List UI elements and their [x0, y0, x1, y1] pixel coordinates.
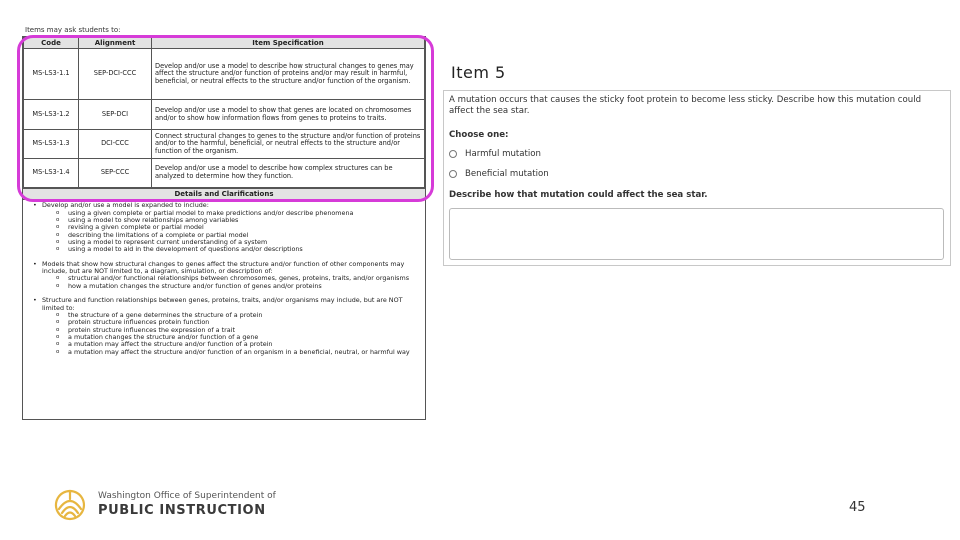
- details-subitem: o a mutation changes the structure and/or function of a gene: [56, 334, 419, 341]
- item-specification-panel: [22, 26, 428, 422]
- spec-code: MS-LS3-1.1: [24, 49, 79, 100]
- option-harmful[interactable]: [449, 149, 541, 159]
- details-subitem: o describing the limitations of a complete or partial model: [56, 232, 419, 239]
- answer-textarea[interactable]: [449, 208, 944, 260]
- details-bullet: [33, 202, 419, 254]
- spec-header-row: [24, 38, 425, 49]
- spec-text: Develop and/or use a model to show that genes are located on chromosomes and/or to show how information flows from genes to proteins to traits.: [152, 100, 425, 130]
- spec-text: Develop and/or use a model to describe how complex structures can be analyzed to determine how they function.: [152, 159, 425, 188]
- spec-code: MS-LS3-1.3: [24, 130, 79, 159]
- spec-text: Develop and/or use a model to describe how structural changes to genes may affect the structure and/or function of proteins and/or may result in harmful, beneficial, or neutral effects to the structure and/or function of the organism.: [152, 49, 425, 100]
- header-code: Code: [24, 38, 79, 49]
- details-subitem: o using a model to aid in the development of questions and/or descriptions: [56, 246, 419, 253]
- ospi-sun-logo-icon: [52, 487, 88, 523]
- spec-alignment: SEP-CCC: [79, 159, 152, 188]
- details-bullet: [33, 297, 419, 356]
- spec-table-box: [22, 36, 426, 420]
- spec-row: [24, 159, 425, 188]
- radio-beneficial[interactable]: [449, 170, 457, 178]
- item-panel: [443, 90, 951, 266]
- describe-label: Describe how that mutation could affect the sea star.: [449, 190, 708, 200]
- details-subitem: o revising a given complete or partial model: [56, 224, 419, 231]
- details-subitem: o a mutation may affect the structure and/or function of a protein: [56, 341, 419, 348]
- spec-code: MS-LS3-1.4: [24, 159, 79, 188]
- spec-row: [24, 130, 425, 159]
- details-sublist: [42, 275, 419, 290]
- details-list: [23, 200, 425, 356]
- item-title: Item 5: [451, 63, 506, 82]
- spec-alignment: SEP-DCI-CCC: [79, 49, 152, 100]
- details-sublist: [42, 312, 419, 356]
- choose-label: Choose one:: [449, 130, 509, 140]
- details-subitem: o a mutation may affect the structure and/or function of an organism in a beneficial, neutral, or harmful way: [56, 349, 419, 356]
- spec-table: [23, 37, 425, 188]
- radio-harmful[interactable]: [449, 150, 457, 158]
- spec-alignment: DCI-CCC: [79, 130, 152, 159]
- details-subitem: o using a model to represent current understanding of a system: [56, 239, 419, 246]
- option-beneficial[interactable]: [449, 169, 549, 179]
- spec-row: [24, 100, 425, 130]
- details-subitem: o how a mutation changes the structure and/or function of genes and/or proteins: [56, 283, 419, 290]
- spec-text: Connect structural changes to genes to the structure and/or function of proteins and/or to the harmful, beneficial, or neutral effects to the structure and/or function of the organism.: [152, 130, 425, 159]
- header-item-spec: Item Specification: [152, 38, 425, 49]
- option-harmful-label: Harmful mutation: [465, 149, 541, 159]
- spec-row: [24, 49, 425, 100]
- details-bullet: [33, 261, 419, 290]
- details-subitem: o protein structure influences protein function: [56, 319, 419, 326]
- details-subitem: o using a model to show relationships among variables: [56, 217, 419, 224]
- org-name-line1: Washington Office of Superintendent of: [98, 491, 276, 501]
- details-subitem: o using a given complete or partial model to make predictions and/or describe phenomena: [56, 210, 419, 217]
- spec-intro: Items may ask students to:: [25, 26, 121, 34]
- header-alignment: Alignment: [79, 38, 152, 49]
- option-beneficial-label: Beneficial mutation: [465, 169, 549, 179]
- item-prompt: A mutation occurs that causes the sticky foot protein to become less sticky. Describe how this mutation could affect the sea star.: [449, 95, 922, 116]
- page-number: 45: [849, 500, 866, 515]
- details-bullet-text: Structure and function relationships between genes, proteins, traits, and/or organisms may include, but are NOT limited to:: [42, 296, 403, 312]
- org-name-line2: PUBLIC INSTRUCTION: [98, 503, 266, 518]
- details-subitem: o the structure of a gene determines the structure of a protein: [56, 312, 419, 319]
- details-bullet-text: Develop and/or use a model is expanded to include:: [42, 201, 209, 210]
- details-sublist: [42, 210, 419, 254]
- details-subitem: o protein structure influences the expression of a trait: [56, 327, 419, 334]
- spec-alignment: SEP-DCI: [79, 100, 152, 130]
- details-bullet-text: Models that show how structural changes to genes affect the structure and/or function of other components may include, but are NOT limited to, a diagram, simulation, or description of:: [42, 259, 405, 276]
- spec-code: MS-LS3-1.2: [24, 100, 79, 130]
- details-header: Details and Clarifications: [23, 188, 425, 200]
- details-subitem: o structural and/or functional relationships between chromosomes, genes, proteins, traits, and/or organisms: [56, 275, 419, 282]
